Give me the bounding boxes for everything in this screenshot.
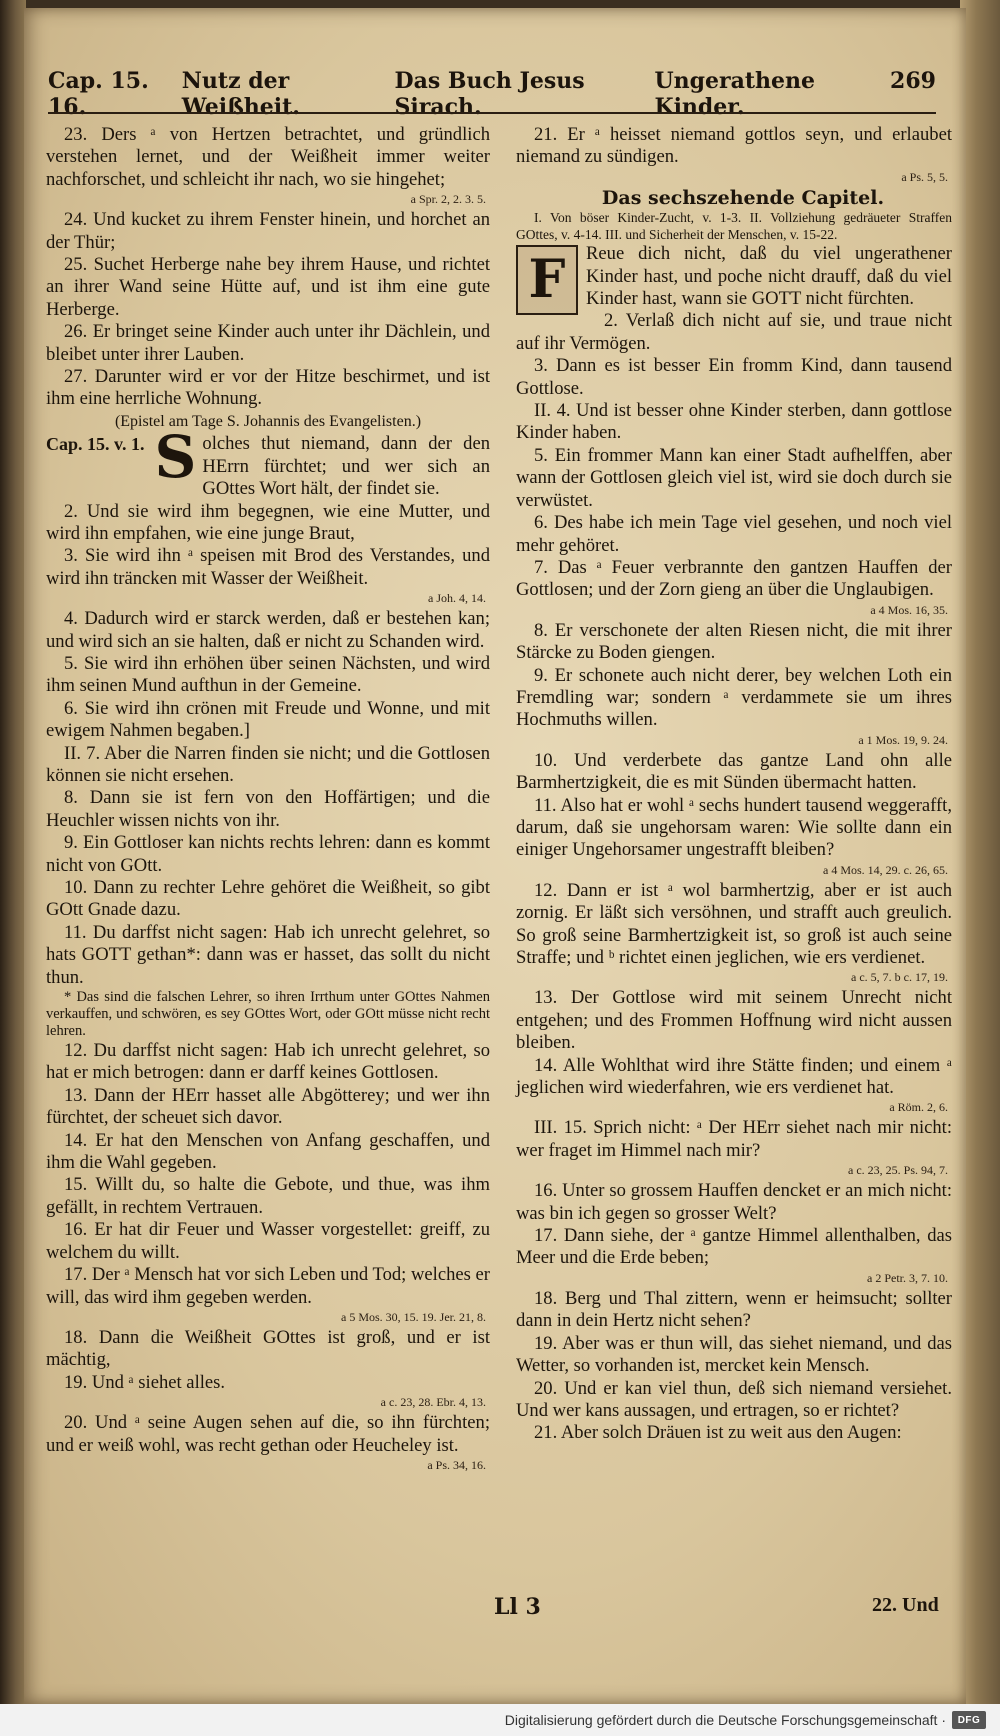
verse: 14. Er hat den Menschen von Anfang geschaffen, und ihm die Wahl gegeben. xyxy=(46,1129,490,1174)
verse: 2. Und sie wird ihm begegnen, wie eine Mutter, und wird ihn empfahen, wie eine junge Braut, xyxy=(46,500,490,544)
header-rule xyxy=(48,112,936,114)
header-left-title: Nutz der Weißheit. xyxy=(181,68,300,120)
verse: 4. Dadurch wird er starck werden, daß er bestehen kan; und wird sich an sie halten, daß er nicht zu Schanden wird. xyxy=(46,608,490,652)
verse: 26. Er bringet seine Kinder auch unter ihr Dächlein, und bleibet unter ihrer Lauben. xyxy=(46,321,490,365)
verse: 23. Ders ᵃ von Hertzen betrachtet, und gründlich verstehen lernet, und der Weißheit immer weiter nachforschet, und schleicht ihr nach, wo sie hingehet; a Spr. 2, 2. 3. 5. xyxy=(46,124,490,207)
chapter-summary: I. Von böser Kinder-Zucht, v. 1-3. II. Vollziehung gedräueter Straffen GOttes, v. 4-14. III. und Sicherheit der Menschen, v. 15-22. xyxy=(516,210,952,243)
verse: 15. Willt du, so halte die Gebote, und thue, was ihm gefällt, in rechtem Vertrauen. xyxy=(46,1174,490,1218)
chapter-title: Das sechszehende Capitel. xyxy=(601,186,885,209)
verse: Solches thut niemand, dann der den HErrn fürchtet; und wer sich an GOttes Wort hält, der findet sie. xyxy=(154,423,490,500)
cross-reference: a 5 Mos. 30, 15. 19. Jer. 21, 8. xyxy=(341,1309,486,1324)
catchword: 22. Und xyxy=(872,1594,939,1616)
cross-reference: a 4 Mos. 14, 29. c. 26, 65. xyxy=(823,862,948,877)
verse: 16. Er hat dir Feuer und Wasser vorgestellet: greiff, zu welchem du willt. xyxy=(46,1219,490,1263)
verse: 7. Das ᵃ Feuer verbrannte den gantzen Hauffen der Gottlosen; und der Zorn gieng an über die Unglaubigen. a 4 Mos. 16, 35. xyxy=(516,556,952,617)
verse: 16. Unter so grossem Hauffen dencket er an mich nicht: was bin ich gegen so grosser Welt? xyxy=(516,1180,952,1224)
verse: 3. Dann es ist besser Ein fromm Kind, dann tausend Gottlose. xyxy=(516,355,952,399)
verse: 6. Sie wird ihn crönen mit Freude und Wonne, und mit ewigem Nahmen begaben.] xyxy=(46,697,490,742)
cross-reference: a 2 Petr. 3, 7. 10. xyxy=(867,1270,948,1285)
header-book-title: Das Buch Jesus Sirach. xyxy=(394,68,585,120)
verse: 17. Der ᵃ Mensch hat vor sich Leben und Tod; welches er will, das wird ihm gegeben werden. a 5 Mos. 30, 15. 19. Jer. 21, 8. xyxy=(46,1264,490,1324)
verse: 9. Ein Gottloser kan nichts rechts lehren: dann es kommt nicht von GOtt. xyxy=(46,832,490,876)
verse: 8. Dann sie ist fern von den Hoffärtigen; und die Heuchler wissen nichts von ihr. xyxy=(46,787,490,831)
signature-mark: Ll 3 xyxy=(494,1594,541,1620)
cross-reference: a 1 Mos. 19, 9. 24. xyxy=(858,732,948,747)
page-number: 269 xyxy=(890,68,936,94)
header-chapter-ref: Cap. 15. 16. xyxy=(48,68,149,120)
verse: 12. Dann er ist ᵃ wol barmhertzig, aber er ist auch zornig. Er läßt sich versöhnen, und strafft auch greulich. So groß seine Barmhertzigkeit ist, so groß ist auch seine Straffe; und ᵇ richtet einen jeglichen, wie ers verdienet. a c. 5, 7. b c. 17, 19. xyxy=(516,879,952,985)
footnote: * Das sind die falschen Lehrer, so ihren Irrthum unter GOttes Nahmen verkauffen, und schwören, es sey GOttes Wort, oder GOtt müsse nicht recht lehren. xyxy=(46,989,490,1040)
cross-reference: a c. 5, 7. b c. 17, 19. xyxy=(851,970,948,985)
drop-cap: F xyxy=(516,245,578,315)
verse: 21. Er ᵃ heisset niemand gottlos seyn, und erlaubet niemand zu sündigen. a Ps. 5, 5. xyxy=(516,124,952,184)
verse: 2. Verlaß dich nicht auf sie, und traue nicht auf ihr Vermögen. xyxy=(516,310,952,354)
footer-text: Digitalisierung gefördert durch die Deutsche Forschungsgemeinschaft · xyxy=(504,1712,946,1728)
verse: 13. Dann der HErr hasset alle Abgötterey; und wer ihn fürchtet, der scheuet sich davor. xyxy=(46,1084,490,1129)
verse: 20. Und er kan viel thun, deß sich niemand versiehet. Und wer kans aussagen, und ertragen, so er richtet? xyxy=(516,1377,952,1421)
cross-reference: a 4 Mos. 16, 35. xyxy=(870,602,948,617)
verse: 19. Und ᵃ siehet alles. a c. 23, 28. Ebr. 4, 13. xyxy=(46,1372,490,1410)
verse: 11. Also hat er wohl ᵃ sechs hundert tausend weggerafft, darum, daß sie ungehorsam waren: Wie sollte dann ein einiger Ungehorsamer ungestrafft bleiben? a 4 Mos. 14, 29. c. 26, 65. xyxy=(516,794,952,877)
verse: 13. Der Gottlose wird mit seinem Unrecht nicht entgehen; und des Frommen Hoffnung wird nicht aussen bleiben. xyxy=(516,987,952,1054)
verse: 9. Er schonete auch nicht derer, bey welchen Loth ein Fremdling war; sondern ᵃ verdammete sie um ihres Hochmuths willen. a 1 Mos. 19, 9. 24. xyxy=(516,664,952,747)
verse: III. 15. Sprich nicht: ᵃ Der HErr siehet nach mir nicht: wer fraget im Himmel nach mir? a c. 23, 25. Ps. 94, 7. xyxy=(516,1117,952,1178)
verse: 10. Dann zu rechter Lehre gehöret die Weißheit, so gibt GOtt Gnade dazu. xyxy=(46,877,490,921)
verse: F Reue dich nicht, daß du viel ungerathener Kinder hast, und poche nicht drauff, daß du viel Kinder hast, wann sie GOTT nicht fürchten. xyxy=(516,243,952,310)
verse: 11. Du darffst nicht sagen: Hab ich unrecht gelehret, so hats GOTT gethan*: dann was er hasset, das sollt du nicht thun. xyxy=(46,921,490,988)
drop-cap: S xyxy=(154,423,197,492)
verse: 5. Sie wird ihn erhöhen über seinen Nächsten, und wird ihm seinen Mund aufthun in der Gemeine. xyxy=(46,652,490,697)
verse: 10. Und verderbete das gantze Land ohn alle Barmhertzigkeit, die es mit Sünden übermacht hatten. xyxy=(516,749,952,794)
chapter-label: Cap. 15. v. 1. xyxy=(46,434,145,455)
verse: 12. Du darffst nicht sagen: Hab ich unrecht gelehret, so hat er mich betrogen: dann er darff keines Gottlosen. xyxy=(46,1040,490,1084)
dfg-logo-icon: DFG xyxy=(952,1711,986,1729)
cross-reference: a Joh. 4, 14. xyxy=(428,591,486,606)
book-page xyxy=(24,8,966,1704)
header-right-title: Ungerathene Kinder. xyxy=(654,68,816,120)
verse: II. 7. Aber die Narren finden sie nicht; und die Gottlosen können sie nicht ersehen. xyxy=(46,742,490,786)
verse: 14. Alle Wohlthat wird ihre Stätte finden; und einem ᵃ jeglichen wird wiederfahren, wie ers verdienet hat. a Röm. 2, 6. xyxy=(516,1054,952,1115)
verse: 19. Aber was er thun will, das siehet niemand, und das Wetter, so vorhanden ist, mercket kein Mensch. xyxy=(516,1332,952,1377)
verse: 20. Und ᵃ seine Augen sehen auf die, so ihn fürchten; und er weiß wohl, was recht gethan oder Heucheley ist. a Ps. 34, 16. xyxy=(46,1412,490,1472)
verse: 6. Des habe ich mein Tage viel gesehen, und noch viel mehr gehöret. xyxy=(516,512,952,556)
verse: 8. Er verschonete der alten Riesen nicht, die mit ihrer Stärcke zu Boden giengen. xyxy=(516,619,952,664)
cross-reference: a c. 23, 25. Ps. 94, 7. xyxy=(848,1163,948,1178)
cross-reference: a Ps. 34, 16. xyxy=(427,1457,486,1472)
book-page-edges-right xyxy=(960,0,1000,1736)
verse: 17. Dann siehe, der ᵃ gantze Himmel allenthalben, das Meer und die Erde beben; a 2 Petr. 3, 7. 10. xyxy=(516,1225,952,1285)
right-column xyxy=(516,124,952,1445)
cross-reference: a Spr. 2, 2. 3. 5. xyxy=(410,192,486,207)
verse: 24. Und kucket zu ihrem Fenster hinein, und horchet an der Thür; xyxy=(46,209,490,253)
verse: 5. Ein frommer Mann kan einer Stadt aufhelffen, aber wann der Gottlosen gleich viel ist, wird sie doch durch sie verwüstet. xyxy=(516,444,952,511)
chapter-start-15 xyxy=(46,423,490,500)
verse: 18. Dann die Weißheit GOttes ist groß, und er ist mächtig, xyxy=(46,1326,490,1371)
epistle-note: (Epistel am Tage S. Johannis des Evangelisten.) xyxy=(114,412,422,430)
verse: 3. Sie wird ihn ᵃ speisen mit Brod des Verstandes, und wird ihn träncken mit Wasser der Weißheit. a Joh. 4, 14. xyxy=(46,545,490,606)
cross-reference: a c. 23, 28. Ebr. 4, 13. xyxy=(380,1395,486,1410)
cross-reference: a Röm. 2, 6. xyxy=(889,1100,948,1115)
verse: 25. Suchet Herberge nahe bey ihrem Hause, und richtet an ihrer Wand seine Hütte auf, und ist ihm eine gute Herberge. xyxy=(46,254,490,320)
verse: II. 4. Und ist besser ohne Kinder sterben, dann gottlose Kinder haben. xyxy=(516,400,952,444)
book-gutter-left xyxy=(0,0,26,1736)
verse: 21. Aber solch Dräuen ist zu weit aus den Augen: xyxy=(534,1422,902,1444)
digitization-footer xyxy=(0,1704,1000,1736)
verse: 27. Darunter wird er vor der Hitze beschirmet, und ist ihm eine herrliche Wohnung. xyxy=(46,366,490,410)
left-column xyxy=(46,124,490,1475)
running-header xyxy=(48,68,936,120)
cross-reference: a Ps. 5, 5. xyxy=(901,169,948,184)
verse: 18. Berg und Thal zittern, wenn er heimsucht; sollter dann in dein Hertz nicht sehen? xyxy=(516,1287,952,1332)
